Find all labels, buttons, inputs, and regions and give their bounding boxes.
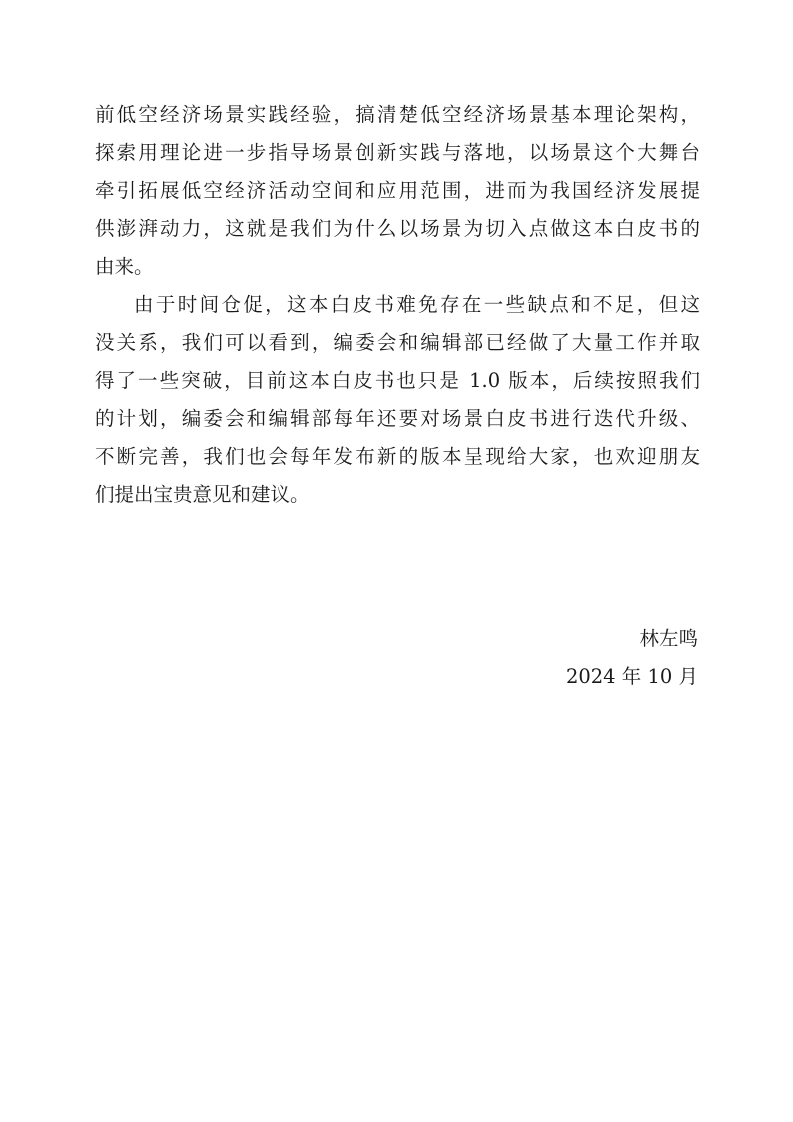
paragraph-1: [95, 96, 700, 286]
paragraph-2: [95, 286, 700, 514]
author-name: 林左鸣: [639, 627, 698, 650]
paragraph-line: 前低空经济场景实践经验，搞清楚低空经济场景基本理论架构，: [95, 103, 700, 126]
paragraph-line: 没关系，我们可以看到，编委会和编辑部已经做了大量工作并取: [95, 331, 700, 354]
paragraph-line: 供澎湃动力，这就是我们为什么以场景为切入点做这本白皮书的: [95, 217, 700, 240]
paragraph-line: 们提出宝贵意见和建议。: [95, 483, 310, 506]
paragraph-line: 由来。: [95, 255, 154, 278]
paragraph-line: 牵引拓展低空经济活动空间和应用范围，进而为我国经济发展提: [95, 179, 700, 202]
paragraph-line: 得了一些突破，目前这本白皮书也只是 1.0 版本，后续按照我们: [95, 369, 700, 392]
paragraph-line: 由于时间仓促，这本白皮书难免存在一些缺点和不足，但这: [134, 293, 700, 316]
signature-block: [566, 620, 698, 696]
paragraph-line: 不断完善，我们也会每年发布新的版本呈现给大家，也欢迎朋友: [95, 445, 700, 468]
signature-date: 2024 年 10 月: [565, 665, 698, 688]
paragraph-line: 探索用理论进一步指导场景创新实践与落地，以场景这个大舞台: [95, 141, 700, 164]
body-text: [95, 96, 700, 514]
paragraph-line: 的计划，编委会和编辑部每年还要对场景白皮书进行迭代升级、: [95, 407, 700, 430]
